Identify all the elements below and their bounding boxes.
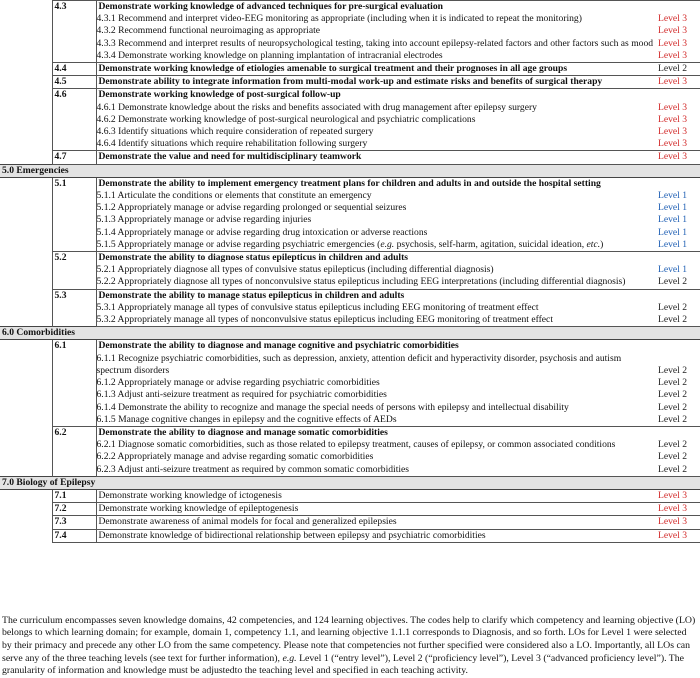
indent-cell <box>0 389 52 401</box>
objective-text: 5.1.4 Appropriately manage or advise regarding drug intoxication or adverse reactions <box>96 226 428 238</box>
level-label: Level 3 <box>656 489 700 502</box>
indent-cell <box>0 89 52 102</box>
objective-text: 4.6.1 Demonstrate knowledge about the risks and benefits associated with drug management after epilepsy surgery <box>96 101 537 113</box>
indent-cell <box>0 227 52 239</box>
objective-row <box>0 227 700 239</box>
level-label: Level 2 <box>656 464 700 477</box>
competency-number: 5.1 <box>52 177 96 251</box>
competency-title: Demonstrate the ability to diagnose and manage somatic comorbidities <box>96 426 656 439</box>
objective-row <box>0 314 700 327</box>
level-label: Level 2 <box>658 451 688 463</box>
competency-title: Demonstrate the ability to manage status epilepticus in children and adults <box>96 289 656 302</box>
competency-row <box>0 516 700 529</box>
indent-cell <box>0 177 52 190</box>
objective-text: 5.2.2 Appropriately diagnose all types of nonconvulsive status epilepticus including EEG interpretations (including differential diagnosis) <box>96 276 656 289</box>
competency-title: Demonstrate the value and need for multidisciplinary teamwork <box>96 151 656 164</box>
competency-number: 5.3 <box>52 289 96 327</box>
objective-text: 4.6.2 Demonstrate working knowledge of post-surgical neurological and psychiatric complications <box>96 113 476 125</box>
objective-text: 6.2.3 Adjust anti-seizure treatment as required by common somatic comorbidities <box>96 464 656 477</box>
objective-row <box>0 13 700 25</box>
competency-title: Demonstrate working knowledge of ictogenesis <box>96 489 656 502</box>
level-label: Level 2 <box>656 276 700 289</box>
competency-row <box>0 503 700 516</box>
domain-title: 7.0 Biology of Epilepsy <box>0 476 700 489</box>
level-label: Level 2 <box>658 389 688 401</box>
level-label: Level 3 <box>656 529 700 542</box>
objective-row <box>0 264 700 276</box>
objective-text: 5.2.1 Appropriately diagnose all types of convulsive status epilepticus (including differential diagnosis) <box>96 264 494 276</box>
competency-row <box>0 89 700 102</box>
competency-title: Demonstrate the ability to implement emergency treatment plans for children and adults in and outside the hospital setting <box>96 177 656 190</box>
level-label: Level 3 <box>656 516 700 529</box>
competency-number: 7.4 <box>52 529 96 542</box>
level-label: Level 2 <box>658 377 688 389</box>
level-label: Level 3 <box>656 151 700 164</box>
level-label <box>656 1 700 14</box>
objective-row <box>0 138 700 151</box>
competency-row <box>0 289 700 302</box>
competency-row <box>0 489 700 502</box>
level-label: Level 3 <box>658 13 688 25</box>
indent-cell <box>0 414 52 427</box>
level-label: Level 1 <box>658 202 688 214</box>
domain-title: 5.0 Emergencies <box>0 164 700 177</box>
level-label: Level 3 <box>658 25 688 37</box>
objective-text: 4.3.3 Recommend and interpret results of neuropsychological testing, taking into account epilepsy-related factors and other factors such as mood <box>96 37 654 49</box>
domain-title: 6.0 Comorbidities <box>0 327 700 340</box>
objective-row <box>0 214 700 226</box>
indent-cell <box>0 264 52 276</box>
level-label: Level 3 <box>656 76 700 89</box>
indent-cell <box>0 302 52 314</box>
indent-cell <box>0 102 52 114</box>
objective-text: 6.1.5 Manage cognitive changes in epilepsy and the cognitive effects of AEDs <box>96 414 656 427</box>
indent-cell <box>0 190 52 202</box>
level-label: Level 3 <box>658 37 688 49</box>
competency-title: Demonstrate working knowledge of etiologies amenable to surgical treatment and their prognoses in all age groups <box>96 63 656 76</box>
competency-number: 5.2 <box>52 252 96 290</box>
level-label <box>656 289 700 302</box>
level-label: Level 2 <box>658 401 688 413</box>
objective-text: 6.2.2 Appropriately manage and advise regarding somatic comorbidities <box>96 451 374 463</box>
indent-cell <box>0 426 52 439</box>
objective-text: 5.3.2 Appropriately manage all types of nonconvulsive status epilepticus including EEG monitoring of treatment effect <box>96 314 656 327</box>
indent-cell <box>0 13 52 25</box>
indent-cell <box>0 151 52 164</box>
indent-cell <box>0 126 52 138</box>
objective-text: 6.1.1 Recognize psychiatric comorbidities, such as depression, anxiety, attention deficit and hyperactivity disorder, psychosis and autism spectrum disorders <box>96 352 622 376</box>
competency-number: 4.7 <box>52 151 96 164</box>
indent-cell <box>0 50 52 63</box>
competency-number: 7.2 <box>52 503 96 516</box>
table-caption: The curriculum encompasses seven knowledge domains, 42 competencies, and 124 learning objectives. The codes help to clarify which competency and learning objective (LO) belongs to which learning domain; for example, domain 1, competency 1.1, and learning objective 1.1.1 corresponds to Diagnosis, and so forth. LOs for Level 1 were selected by their primacy and precede any other LO from the same competency. Please note that competencies not further specified were considered also a LO. Importantly, all LOs can serve any of the three teaching levels (see text for further information), e.g. Level 1 (“entry level”), Level 2 (“proficiency level”), Level 3 (“advanced proficiency level”). The granularity of information and knowledge must be adjustedto the teaching level and specified in each teaching activity. <box>2 614 696 677</box>
level-label: Level 3 <box>658 101 688 113</box>
indent-cell <box>0 353 52 377</box>
objective-text: 4.3.4 Demonstrate working knowledge on planning implantation of intracranial electrodes <box>96 50 656 63</box>
objective-row <box>0 114 700 126</box>
level-label: Level 2 <box>658 439 688 451</box>
indent-cell <box>0 202 52 214</box>
objective-row <box>0 302 700 314</box>
competency-number: 4.3 <box>52 1 96 63</box>
level-label: Level 3 <box>656 50 700 63</box>
competency-title: Demonstrate working knowledge of post-surgical follow-up <box>96 89 656 102</box>
indent-cell <box>0 340 52 353</box>
objective-text: 4.3.1 Recommend and interpret video-EEG monitoring as appropriate (including when it is indicated to repeat the monitoring) <box>96 13 582 25</box>
competency-number: 7.1 <box>52 489 96 502</box>
indent-cell <box>0 25 52 37</box>
indent-cell <box>0 516 52 529</box>
indent-cell <box>0 529 52 542</box>
level-label: Level 1 <box>658 226 688 238</box>
competency-title: Demonstrate the ability to diagnose status epilepticus in children and adults <box>96 252 656 265</box>
level-label: Level 2 <box>656 314 700 327</box>
level-label: Level 2 <box>656 414 700 427</box>
indent-cell <box>0 214 52 226</box>
indent-cell <box>0 377 52 389</box>
competency-row <box>0 151 700 164</box>
objective-row <box>0 377 700 389</box>
level-label: Level 2 <box>658 301 688 313</box>
level-label <box>656 177 700 190</box>
objective-text: 6.1.2 Appropriately manage or advise regarding psychiatric comorbidities <box>96 377 380 389</box>
indent-cell <box>0 314 52 327</box>
indent-cell <box>0 402 52 414</box>
objective-text: 5.1.2 Appropriately manage or advise regarding prolonged or sequential seizures <box>96 202 407 214</box>
competency-title: Demonstrate the ability to diagnose and manage cognitive and psychiatric comorbidities <box>96 340 656 353</box>
level-label: Level 3 <box>656 503 700 516</box>
level-label <box>656 340 700 353</box>
objective-text: 4.6.4 Identify situations which require rehabilitation following surgery <box>96 138 656 151</box>
competency-row <box>0 177 700 190</box>
indent-cell <box>0 289 52 302</box>
indent-cell <box>0 503 52 516</box>
objective-text: 4.3.2 Recommend functional neuroimaging as appropriate <box>96 25 321 37</box>
objective-row <box>0 202 700 214</box>
objective-text: 5.1.3 Appropriately manage or advise regarding injuries <box>96 214 312 226</box>
indent-cell <box>0 38 52 50</box>
competency-row <box>0 252 700 265</box>
competency-number: 4.4 <box>52 63 96 76</box>
indent-cell <box>0 138 52 151</box>
indent-cell <box>0 76 52 89</box>
indent-cell <box>0 252 52 265</box>
indent-cell <box>0 1 52 14</box>
competency-title: Demonstrate awareness of animal models for focal and generalized epilepsies <box>96 516 656 529</box>
objective-text: 5.1.5 Appropriately manage or advise regarding psychiatric emergencies (e.g. psychosis, self-harm, agitation, suicidal ideation, etc.) <box>96 239 656 252</box>
objective-row <box>0 464 700 477</box>
indent-cell <box>0 489 52 502</box>
domain-header <box>0 164 700 177</box>
level-label: Level 2 <box>658 364 688 376</box>
objective-text: 5.1.1 Articulate the conditions or elements that constitute an emergency <box>96 190 372 202</box>
indent-cell <box>0 114 52 126</box>
competency-title: Demonstrate ability to integrate information from multi-modal work-up and estimate risks and benefits of surgical therapy <box>96 76 656 89</box>
level-label: Level 1 <box>658 190 688 202</box>
domain-header <box>0 327 700 340</box>
competency-number: 4.5 <box>52 76 96 89</box>
objective-row <box>0 402 700 414</box>
indent-cell <box>0 439 52 451</box>
competency-number: 6.2 <box>52 426 96 476</box>
domain-header <box>0 476 700 489</box>
level-label: Level 1 <box>656 239 700 252</box>
competency-title: Demonstrate working knowledge of epileptogenesis <box>96 503 656 516</box>
competency-row <box>0 426 700 439</box>
competency-row <box>0 1 700 14</box>
level-label: Level 2 <box>656 63 700 76</box>
objective-row <box>0 50 700 63</box>
objective-row <box>0 239 700 252</box>
competency-row <box>0 63 700 76</box>
level-label <box>656 89 700 102</box>
competency-number: 6.1 <box>52 340 96 426</box>
objective-text: 5.3.1 Appropriately manage all types of convulsive status epilepticus including EEG monitoring of treatment effect <box>96 301 539 313</box>
objective-row <box>0 25 700 37</box>
objective-text: 4.6.3 Identify situations which require consideration of repeated surgery <box>96 126 374 138</box>
objective-row <box>0 102 700 114</box>
competency-row <box>0 340 700 353</box>
competency-number: 7.3 <box>52 516 96 529</box>
level-label: Level 1 <box>658 214 688 226</box>
indent-cell <box>0 464 52 477</box>
objective-row <box>0 451 700 463</box>
level-label <box>656 252 700 265</box>
level-label <box>656 426 700 439</box>
objective-row <box>0 439 700 451</box>
objective-row <box>0 389 700 401</box>
objective-text: 6.2.1 Diagnose somatic comorbidities, such as those related to epilepsy treatment, causes of epilepsy, or common associated conditions <box>96 439 616 451</box>
level-label: Level 3 <box>658 113 688 125</box>
objective-text: 6.1.4 Demonstrate the ability to recognize and manage the special needs of persons with epilepsy and intellectual disability <box>96 401 569 413</box>
objective-row <box>0 414 700 427</box>
indent-cell <box>0 63 52 76</box>
indent-cell <box>0 276 52 289</box>
level-label: Level 3 <box>656 138 700 151</box>
indent-cell <box>0 239 52 252</box>
indent-cell <box>0 451 52 463</box>
competency-row <box>0 76 700 89</box>
objective-text: 6.1.3 Adjust anti-seizure treatment as required for psychiatric comorbidities <box>96 389 387 401</box>
level-label: Level 3 <box>658 126 688 138</box>
objective-row <box>0 276 700 289</box>
objective-row <box>0 353 700 377</box>
competency-title: Demonstrate knowledge of bidirectional relationship between epilepsy and psychiatric comorbidities <box>96 529 656 542</box>
objective-row <box>0 126 700 138</box>
competency-title: Demonstrate working knowledge of advanced techniques for pre-surgical evaluation <box>96 1 656 14</box>
competency-number: 4.6 <box>52 89 96 151</box>
level-label: Level 1 <box>658 264 688 276</box>
objective-row <box>0 38 700 50</box>
objective-row <box>0 190 700 202</box>
competency-row <box>0 529 700 542</box>
